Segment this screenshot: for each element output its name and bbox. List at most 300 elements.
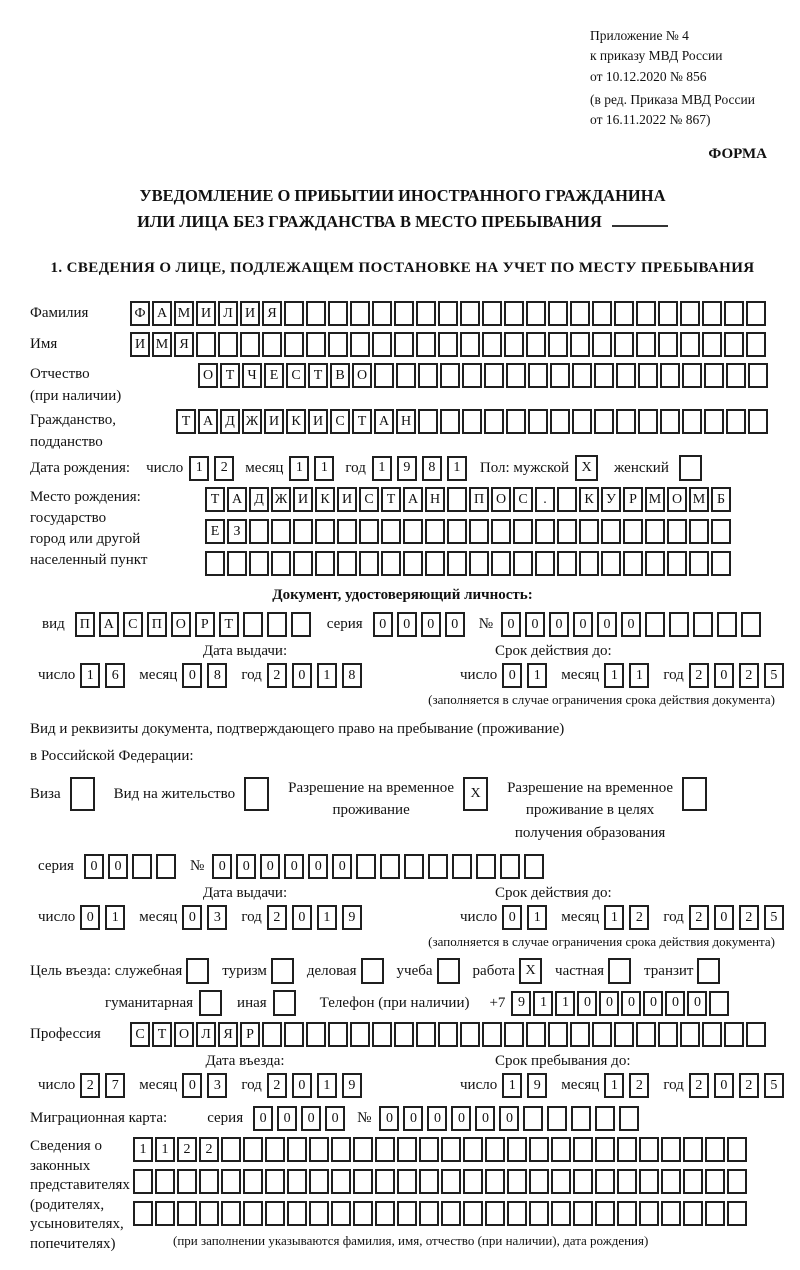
- char-cell[interactable]: [273, 990, 296, 1016]
- char-cell[interactable]: [350, 1022, 370, 1047]
- char-cell[interactable]: [375, 1201, 395, 1226]
- char-cell[interactable]: 1: [80, 663, 100, 688]
- char-cell[interactable]: [381, 519, 401, 544]
- char-cell[interactable]: [350, 332, 370, 357]
- char-cell[interactable]: [375, 1169, 395, 1194]
- char-cell[interactable]: [353, 1169, 373, 1194]
- char-cell[interactable]: [601, 551, 621, 576]
- char-cell[interactable]: [350, 301, 370, 326]
- char-cell[interactable]: [265, 1201, 285, 1226]
- char-cell[interactable]: [693, 612, 713, 637]
- char-cell[interactable]: Д: [220, 409, 240, 434]
- char-cell[interactable]: [155, 1169, 175, 1194]
- char-cell[interactable]: [132, 854, 152, 879]
- purpose-business-checkbox[interactable]: [361, 958, 386, 984]
- char-cell[interactable]: [309, 1201, 329, 1226]
- residence-permit-checkbox[interactable]: [244, 777, 271, 811]
- char-cell[interactable]: 0: [308, 854, 328, 879]
- char-cell[interactable]: [727, 1201, 747, 1226]
- char-cell[interactable]: [726, 409, 746, 434]
- char-cell[interactable]: [372, 1022, 392, 1047]
- char-cell[interactable]: 0: [403, 1106, 423, 1131]
- char-cell[interactable]: [438, 332, 458, 357]
- char-cell[interactable]: [462, 363, 482, 388]
- char-cell[interactable]: [271, 551, 291, 576]
- char-cell[interactable]: [240, 332, 260, 357]
- char-cell[interactable]: [726, 363, 746, 388]
- char-cell[interactable]: О: [174, 1022, 194, 1047]
- char-cell[interactable]: [551, 1169, 571, 1194]
- char-cell[interactable]: [507, 1137, 527, 1162]
- char-cell[interactable]: 0: [84, 854, 104, 879]
- char-cell[interactable]: 2: [629, 905, 649, 930]
- char-cell[interactable]: [594, 409, 614, 434]
- char-cell[interactable]: [551, 1137, 571, 1162]
- char-cell[interactable]: [416, 1022, 436, 1047]
- char-cell[interactable]: [504, 332, 524, 357]
- char-cell[interactable]: Н: [396, 409, 416, 434]
- char-cell[interactable]: [133, 1169, 153, 1194]
- char-cell[interactable]: 1: [629, 663, 649, 688]
- char-cell[interactable]: [667, 551, 687, 576]
- char-cell[interactable]: [595, 1106, 615, 1131]
- char-cell[interactable]: [748, 409, 768, 434]
- char-cell[interactable]: [460, 301, 480, 326]
- char-cell[interactable]: [177, 1169, 197, 1194]
- char-cell[interactable]: 3: [207, 905, 227, 930]
- char-cell[interactable]: С: [286, 363, 306, 388]
- char-cell[interactable]: [265, 1169, 285, 1194]
- char-cell[interactable]: 0: [212, 854, 232, 879]
- char-cell[interactable]: 2: [629, 1073, 649, 1098]
- char-cell[interactable]: [500, 854, 520, 879]
- char-cell[interactable]: [529, 1169, 549, 1194]
- char-cell[interactable]: 1: [527, 905, 547, 930]
- char-cell[interactable]: [482, 332, 502, 357]
- purpose-official-checkbox[interactable]: [186, 958, 211, 984]
- char-cell[interactable]: С: [513, 487, 533, 512]
- char-cell[interactable]: [617, 1169, 637, 1194]
- char-cell[interactable]: Н: [425, 487, 445, 512]
- char-cell[interactable]: К: [286, 409, 306, 434]
- char-cell[interactable]: [463, 1169, 483, 1194]
- temp-residence-edu-checkbox[interactable]: [682, 777, 709, 811]
- char-cell[interactable]: [639, 1137, 659, 1162]
- char-cell[interactable]: [205, 551, 225, 576]
- char-cell[interactable]: [548, 301, 568, 326]
- visa-checkbox[interactable]: [70, 777, 97, 811]
- char-cell[interactable]: [513, 519, 533, 544]
- char-cell[interactable]: 0: [253, 1106, 273, 1131]
- char-cell[interactable]: [705, 1137, 725, 1162]
- char-cell[interactable]: М: [174, 301, 194, 326]
- char-cell[interactable]: 0: [573, 612, 593, 637]
- char-cell[interactable]: [328, 332, 348, 357]
- char-cell[interactable]: 0: [182, 1073, 202, 1098]
- char-cell[interactable]: [727, 1169, 747, 1194]
- char-cell[interactable]: [397, 1169, 417, 1194]
- char-cell[interactable]: [328, 301, 348, 326]
- char-cell[interactable]: К: [315, 487, 335, 512]
- char-cell[interactable]: [293, 551, 313, 576]
- char-cell[interactable]: 0: [499, 1106, 519, 1131]
- char-cell[interactable]: Я: [218, 1022, 238, 1047]
- char-cell[interactable]: У: [601, 487, 621, 512]
- char-cell[interactable]: [506, 409, 526, 434]
- char-cell[interactable]: 1: [447, 456, 467, 481]
- char-cell[interactable]: [551, 1201, 571, 1226]
- char-cell[interactable]: [133, 1201, 153, 1226]
- char-cell[interactable]: [419, 1137, 439, 1162]
- char-cell[interactable]: [507, 1201, 527, 1226]
- char-cell[interactable]: 7: [105, 1073, 125, 1098]
- char-cell[interactable]: [218, 332, 238, 357]
- char-cell[interactable]: [594, 363, 614, 388]
- char-cell[interactable]: [463, 1137, 483, 1162]
- char-cell[interactable]: [661, 1201, 681, 1226]
- char-cell[interactable]: [616, 363, 636, 388]
- char-cell[interactable]: Т: [220, 363, 240, 388]
- char-cell[interactable]: [447, 487, 467, 512]
- char-cell[interactable]: [639, 1201, 659, 1226]
- char-cell[interactable]: [271, 519, 291, 544]
- char-cell[interactable]: И: [337, 487, 357, 512]
- char-cell[interactable]: [372, 332, 392, 357]
- char-cell[interactable]: [711, 551, 731, 576]
- char-cell[interactable]: 0: [373, 612, 393, 637]
- char-cell[interactable]: 0: [379, 1106, 399, 1131]
- char-cell[interactable]: [702, 301, 722, 326]
- char-cell[interactable]: [638, 409, 658, 434]
- char-cell[interactable]: [579, 519, 599, 544]
- char-cell[interactable]: [711, 519, 731, 544]
- char-cell[interactable]: О: [198, 363, 218, 388]
- char-cell[interactable]: 2: [739, 663, 759, 688]
- char-cell[interactable]: [309, 1169, 329, 1194]
- char-cell[interactable]: [523, 1106, 543, 1131]
- char-cell[interactable]: [680, 1022, 700, 1047]
- char-cell[interactable]: А: [198, 409, 218, 434]
- char-cell[interactable]: С: [130, 1022, 150, 1047]
- char-cell[interactable]: 0: [621, 991, 641, 1016]
- char-cell[interactable]: 2: [267, 663, 287, 688]
- char-cell[interactable]: Т: [308, 363, 328, 388]
- char-cell[interactable]: С: [123, 612, 143, 637]
- char-cell[interactable]: [550, 363, 570, 388]
- char-cell[interactable]: [227, 551, 247, 576]
- char-cell[interactable]: [428, 854, 448, 879]
- char-cell[interactable]: [573, 1201, 593, 1226]
- char-cell[interactable]: [243, 1201, 263, 1226]
- char-cell[interactable]: [529, 1137, 549, 1162]
- char-cell[interactable]: [529, 1201, 549, 1226]
- char-cell[interactable]: 2: [689, 663, 709, 688]
- char-cell[interactable]: [636, 1022, 656, 1047]
- char-cell[interactable]: 2: [80, 1073, 100, 1098]
- char-cell[interactable]: [705, 1169, 725, 1194]
- char-cell[interactable]: Л: [218, 301, 238, 326]
- char-cell[interactable]: [462, 409, 482, 434]
- char-cell[interactable]: 1: [317, 1073, 337, 1098]
- char-cell[interactable]: М: [152, 332, 172, 357]
- char-cell[interactable]: О: [667, 487, 687, 512]
- char-cell[interactable]: [571, 1106, 591, 1131]
- char-cell[interactable]: [306, 301, 326, 326]
- char-cell[interactable]: [528, 409, 548, 434]
- char-cell[interactable]: [394, 301, 414, 326]
- char-cell[interactable]: [667, 519, 687, 544]
- char-cell[interactable]: [452, 854, 472, 879]
- char-cell[interactable]: [287, 1137, 307, 1162]
- char-cell[interactable]: 0: [502, 905, 522, 930]
- char-cell[interactable]: [221, 1137, 241, 1162]
- char-cell[interactable]: [249, 551, 269, 576]
- char-cell[interactable]: [491, 551, 511, 576]
- char-cell[interactable]: [570, 1022, 590, 1047]
- purpose-tourism-checkbox[interactable]: [271, 958, 296, 984]
- char-cell[interactable]: [702, 332, 722, 357]
- char-cell[interactable]: X: [463, 777, 488, 811]
- char-cell[interactable]: [315, 519, 335, 544]
- char-cell[interactable]: [438, 1022, 458, 1047]
- char-cell[interactable]: 0: [714, 905, 734, 930]
- char-cell[interactable]: 1: [604, 905, 624, 930]
- char-cell[interactable]: [482, 1022, 502, 1047]
- char-cell[interactable]: [636, 301, 656, 326]
- char-cell[interactable]: [658, 332, 678, 357]
- char-cell[interactable]: [491, 519, 511, 544]
- char-cell[interactable]: [682, 409, 702, 434]
- char-cell[interactable]: 3: [207, 1073, 227, 1098]
- char-cell[interactable]: 0: [577, 991, 597, 1016]
- char-cell[interactable]: 2: [739, 905, 759, 930]
- char-cell[interactable]: 6: [105, 663, 125, 688]
- char-cell[interactable]: [660, 363, 680, 388]
- char-cell[interactable]: [524, 854, 544, 879]
- purpose-transit-checkbox[interactable]: [697, 958, 722, 984]
- char-cell[interactable]: [156, 854, 176, 879]
- char-cell[interactable]: [425, 551, 445, 576]
- char-cell[interactable]: [683, 1137, 703, 1162]
- char-cell[interactable]: [418, 363, 438, 388]
- char-cell[interactable]: [682, 777, 707, 811]
- purpose-humanitarian-checkbox[interactable]: [199, 990, 224, 1016]
- char-cell[interactable]: [741, 612, 761, 637]
- char-cell[interactable]: [271, 958, 294, 984]
- char-cell[interactable]: [547, 1106, 567, 1131]
- char-cell[interactable]: 0: [501, 612, 521, 637]
- char-cell[interactable]: [645, 551, 665, 576]
- char-cell[interactable]: [199, 990, 222, 1016]
- char-cell[interactable]: [397, 1201, 417, 1226]
- char-cell[interactable]: 0: [80, 905, 100, 930]
- char-cell[interactable]: [380, 854, 400, 879]
- char-cell[interactable]: [717, 612, 737, 637]
- char-cell[interactable]: [353, 1137, 373, 1162]
- char-cell[interactable]: И: [293, 487, 313, 512]
- char-cell[interactable]: [504, 301, 524, 326]
- char-cell[interactable]: [221, 1201, 241, 1226]
- char-cell[interactable]: [482, 301, 502, 326]
- char-cell[interactable]: [746, 1022, 766, 1047]
- char-cell[interactable]: [309, 1137, 329, 1162]
- char-cell[interactable]: [419, 1201, 439, 1226]
- char-cell[interactable]: В: [330, 363, 350, 388]
- char-cell[interactable]: Р: [623, 487, 643, 512]
- char-cell[interactable]: М: [645, 487, 665, 512]
- char-cell[interactable]: [372, 301, 392, 326]
- char-cell[interactable]: 0: [643, 991, 663, 1016]
- char-cell[interactable]: [476, 854, 496, 879]
- char-cell[interactable]: С: [330, 409, 350, 434]
- char-cell[interactable]: [683, 1169, 703, 1194]
- char-cell[interactable]: О: [171, 612, 191, 637]
- char-cell[interactable]: Е: [205, 519, 225, 544]
- char-cell[interactable]: И: [264, 409, 284, 434]
- char-cell[interactable]: [403, 551, 423, 576]
- char-cell[interactable]: [570, 332, 590, 357]
- char-cell[interactable]: [199, 1201, 219, 1226]
- char-cell[interactable]: [337, 519, 357, 544]
- char-cell[interactable]: 9: [342, 905, 362, 930]
- char-cell[interactable]: 0: [292, 663, 312, 688]
- char-cell[interactable]: [416, 301, 436, 326]
- char-cell[interactable]: [689, 519, 709, 544]
- char-cell[interactable]: 2: [199, 1137, 219, 1162]
- char-cell[interactable]: [702, 1022, 722, 1047]
- char-cell[interactable]: 8: [342, 663, 362, 688]
- char-cell[interactable]: 1: [555, 991, 575, 1016]
- char-cell[interactable]: [526, 332, 546, 357]
- char-cell[interactable]: 1: [317, 905, 337, 930]
- char-cell[interactable]: [361, 958, 384, 984]
- char-cell[interactable]: [438, 301, 458, 326]
- char-cell[interactable]: [724, 1022, 744, 1047]
- char-cell[interactable]: [601, 519, 621, 544]
- char-cell[interactable]: 5: [764, 663, 784, 688]
- char-cell[interactable]: [709, 991, 729, 1016]
- char-cell[interactable]: И: [130, 332, 150, 357]
- char-cell[interactable]: Т: [205, 487, 225, 512]
- char-cell[interactable]: [528, 363, 548, 388]
- char-cell[interactable]: X: [519, 958, 542, 984]
- char-cell[interactable]: 0: [427, 1106, 447, 1131]
- char-cell[interactable]: 0: [665, 991, 685, 1016]
- char-cell[interactable]: 0: [525, 612, 545, 637]
- char-cell[interactable]: [645, 519, 665, 544]
- char-cell[interactable]: Т: [352, 409, 372, 434]
- char-cell[interactable]: [262, 332, 282, 357]
- char-cell[interactable]: П: [147, 612, 167, 637]
- char-cell[interactable]: 0: [325, 1106, 345, 1131]
- char-cell[interactable]: [331, 1201, 351, 1226]
- char-cell[interactable]: 1: [372, 456, 392, 481]
- char-cell[interactable]: [661, 1169, 681, 1194]
- char-cell[interactable]: 0: [236, 854, 256, 879]
- char-cell[interactable]: [608, 958, 631, 984]
- char-cell[interactable]: [243, 1169, 263, 1194]
- char-cell[interactable]: [186, 958, 209, 984]
- char-cell[interactable]: [243, 1137, 263, 1162]
- char-cell[interactable]: 0: [687, 991, 707, 1016]
- char-cell[interactable]: [660, 409, 680, 434]
- char-cell[interactable]: 0: [292, 1073, 312, 1098]
- char-cell[interactable]: [680, 332, 700, 357]
- char-cell[interactable]: [658, 301, 678, 326]
- char-cell[interactable]: [306, 1022, 326, 1047]
- char-cell[interactable]: 1: [604, 1073, 624, 1098]
- char-cell[interactable]: 2: [689, 905, 709, 930]
- char-cell[interactable]: [636, 332, 656, 357]
- char-cell[interactable]: 2: [739, 1073, 759, 1098]
- char-cell[interactable]: [460, 1022, 480, 1047]
- char-cell[interactable]: О: [352, 363, 372, 388]
- char-cell[interactable]: [265, 1137, 285, 1162]
- char-cell[interactable]: [746, 301, 766, 326]
- char-cell[interactable]: И: [240, 301, 260, 326]
- char-cell[interactable]: [658, 1022, 678, 1047]
- char-cell[interactable]: 5: [764, 905, 784, 930]
- char-cell[interactable]: [419, 1169, 439, 1194]
- char-cell[interactable]: К: [579, 487, 599, 512]
- char-cell[interactable]: [614, 301, 634, 326]
- char-cell[interactable]: 1: [533, 991, 553, 1016]
- char-cell[interactable]: [526, 1022, 546, 1047]
- char-cell[interactable]: [484, 363, 504, 388]
- char-cell[interactable]: 1: [502, 1073, 522, 1098]
- char-cell[interactable]: 0: [301, 1106, 321, 1131]
- char-cell[interactable]: Ж: [271, 487, 291, 512]
- char-cell[interactable]: Р: [195, 612, 215, 637]
- char-cell[interactable]: [394, 1022, 414, 1047]
- char-cell[interactable]: [267, 612, 287, 637]
- char-cell[interactable]: И: [196, 301, 216, 326]
- char-cell[interactable]: [337, 551, 357, 576]
- char-cell[interactable]: [418, 409, 438, 434]
- char-cell[interactable]: И: [308, 409, 328, 434]
- char-cell[interactable]: [617, 1201, 637, 1226]
- char-cell[interactable]: 9: [342, 1073, 362, 1098]
- char-cell[interactable]: 0: [621, 612, 641, 637]
- char-cell[interactable]: [425, 519, 445, 544]
- char-cell[interactable]: [548, 332, 568, 357]
- purpose-other-checkbox[interactable]: [273, 990, 298, 1016]
- char-cell[interactable]: [504, 1022, 524, 1047]
- char-cell[interactable]: [284, 301, 304, 326]
- char-cell[interactable]: [221, 1169, 241, 1194]
- char-cell[interactable]: [441, 1201, 461, 1226]
- char-cell[interactable]: [570, 301, 590, 326]
- char-cell[interactable]: Ф: [130, 301, 150, 326]
- char-cell[interactable]: [437, 958, 460, 984]
- char-cell[interactable]: Е: [264, 363, 284, 388]
- char-cell[interactable]: [403, 519, 423, 544]
- char-cell[interactable]: [315, 551, 335, 576]
- char-cell[interactable]: [572, 363, 592, 388]
- char-cell[interactable]: Л: [196, 1022, 216, 1047]
- char-cell[interactable]: [331, 1169, 351, 1194]
- char-cell[interactable]: [679, 455, 702, 481]
- char-cell[interactable]: Т: [176, 409, 196, 434]
- char-cell[interactable]: [683, 1201, 703, 1226]
- char-cell[interactable]: [249, 519, 269, 544]
- char-cell[interactable]: 0: [475, 1106, 495, 1131]
- char-cell[interactable]: [328, 1022, 348, 1047]
- sex-male-checkbox[interactable]: [575, 455, 600, 481]
- char-cell[interactable]: [535, 551, 555, 576]
- char-cell[interactable]: А: [227, 487, 247, 512]
- char-cell[interactable]: [579, 551, 599, 576]
